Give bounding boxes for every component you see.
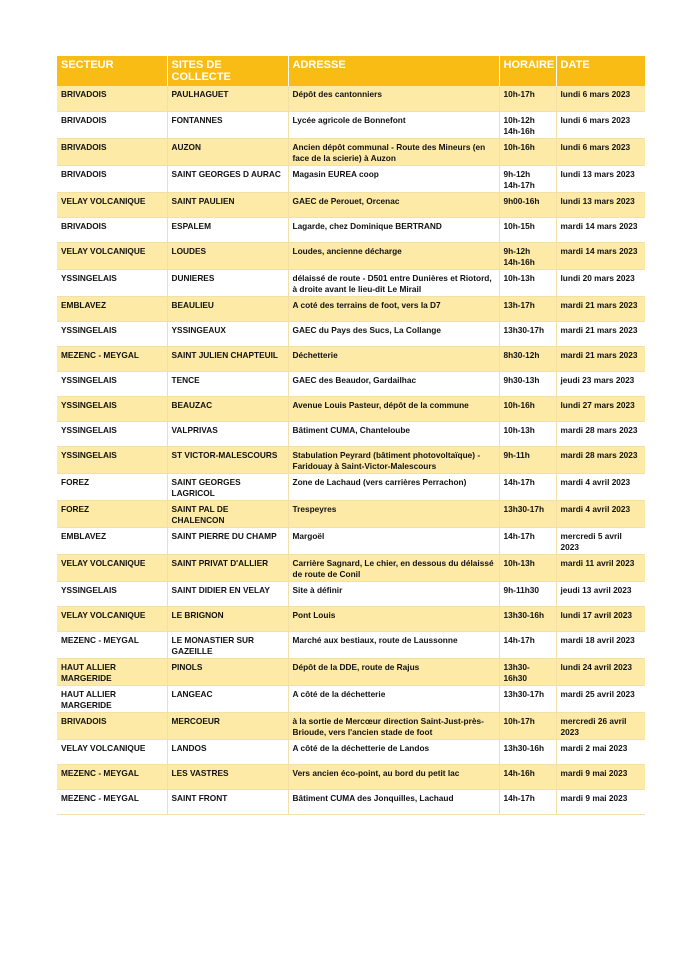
cell-site: LANDOS — [167, 739, 288, 764]
cell-date: jeudi 13 avril 2023 — [556, 581, 645, 606]
cell-adresse: Bâtiment CUMA des Jonquilles, Lachaud — [288, 789, 499, 814]
cell-secteur: HAUT ALLIER MARGERIDE — [57, 658, 167, 685]
cell-date: jeudi 23 mars 2023 — [556, 371, 645, 396]
cell-horaire: 10h-17h — [499, 86, 556, 111]
cell-site: FONTANNES — [167, 111, 288, 138]
cell-adresse: Bâtiment CUMA, Chanteloube — [288, 421, 499, 446]
cell-adresse: Zone de Lachaud (vers carrières Perrachon) — [288, 473, 499, 500]
cell-horaire: 14h-17h — [499, 473, 556, 500]
cell-horaire: 10h-12h 14h-16h — [499, 111, 556, 138]
cell-adresse: GAEC du Pays des Sucs, La Collange — [288, 321, 499, 346]
cell-date: lundi 6 mars 2023 — [556, 111, 645, 138]
cell-site: SAINT FRONT — [167, 789, 288, 814]
cell-horaire: 14h-17h — [499, 789, 556, 814]
cell-date: mardi 21 mars 2023 — [556, 346, 645, 371]
cell-date: mardi 25 avril 2023 — [556, 685, 645, 712]
cell-horaire: 9h-11h30 — [499, 581, 556, 606]
cell-site: BEAUZAC — [167, 396, 288, 421]
cell-secteur: MEZENC - MEYGAL — [57, 346, 167, 371]
cell-adresse: Magasin EUREA coop — [288, 165, 499, 192]
cell-adresse: délaissé de route - D501 entre Dunières et Riotord, à droite avant le lieu-dit Le Mirail — [288, 269, 499, 296]
cell-date: lundi 13 mars 2023 — [556, 165, 645, 192]
cell-date: mardi 21 mars 2023 — [556, 296, 645, 321]
cell-horaire: 10h-16h — [499, 138, 556, 165]
cell-site: SAINT PAULIEN — [167, 192, 288, 217]
cell-horaire: 10h-15h — [499, 217, 556, 242]
cell-date: lundi 6 mars 2023 — [556, 86, 645, 111]
cell-adresse: Dépôt des cantonniers — [288, 86, 499, 111]
table-row — [57, 500, 645, 527]
cell-adresse: Lycée agricole de Bonnefont — [288, 111, 499, 138]
table-row — [57, 685, 645, 712]
cell-site: SAINT JULIEN CHAPTEUIL — [167, 346, 288, 371]
cell-site: SAINT PAL DE CHALENCON — [167, 500, 288, 527]
header-row — [57, 56, 645, 86]
cell-date: mardi 28 mars 2023 — [556, 446, 645, 473]
cell-adresse: Loudes, ancienne décharge — [288, 242, 499, 269]
table-row — [57, 789, 645, 814]
cell-secteur: VELAY VOLCANIQUE — [57, 554, 167, 581]
cell-horaire: 13h30-17h — [499, 685, 556, 712]
cell-date: mardi 9 mai 2023 — [556, 764, 645, 789]
cell-adresse: Avenue Louis Pasteur, dépôt de la commune — [288, 396, 499, 421]
cell-adresse: Déchetterie — [288, 346, 499, 371]
cell-secteur: MEZENC - MEYGAL — [57, 764, 167, 789]
cell-adresse: Ancien dépôt communal - Route des Mineurs (en face de la scierie) à Auzon — [288, 138, 499, 165]
cell-date: mardi 4 avril 2023 — [556, 500, 645, 527]
cell-secteur: YSSINGELAIS — [57, 269, 167, 296]
cell-date: lundi 20 mars 2023 — [556, 269, 645, 296]
cell-adresse: GAEC des Beaudor, Gardailhac — [288, 371, 499, 396]
cell-date: mardi 18 avril 2023 — [556, 631, 645, 658]
cell-site: SAINT GEORGES LAGRICOL — [167, 473, 288, 500]
cell-date: mardi 4 avril 2023 — [556, 473, 645, 500]
cell-secteur: YSSINGELAIS — [57, 371, 167, 396]
cell-horaire: 9h-11h — [499, 446, 556, 473]
cell-adresse: à la sortie de Mercœur direction Saint-Just-près-Brioude, vers l'ancien stade de foot — [288, 712, 499, 739]
cell-horaire: 9h00-16h — [499, 192, 556, 217]
cell-horaire: 9h-12h 14h-16h — [499, 242, 556, 269]
cell-horaire: 13h30-16h — [499, 606, 556, 631]
table-row — [57, 712, 645, 739]
cell-secteur: BRIVADOIS — [57, 217, 167, 242]
cell-horaire: 10h-13h — [499, 554, 556, 581]
table-row — [57, 242, 645, 269]
cell-site: LE MONASTIER SUR GAZEILLE — [167, 631, 288, 658]
table-row — [57, 421, 645, 446]
cell-horaire: 13h30-17h — [499, 321, 556, 346]
cell-adresse: Carrière Sagnard, Le chier, en dessous du délaissé de route de Conil — [288, 554, 499, 581]
table-body — [57, 86, 645, 814]
cell-site: LANGEAC — [167, 685, 288, 712]
cell-secteur: BRIVADOIS — [57, 165, 167, 192]
header-sites: SITES DE COLLECTE — [167, 56, 288, 86]
cell-secteur: VELAY VOLCANIQUE — [57, 242, 167, 269]
table-row — [57, 217, 645, 242]
table-row — [57, 111, 645, 138]
table-row — [57, 86, 645, 111]
cell-site: LE BRIGNON — [167, 606, 288, 631]
table-row — [57, 165, 645, 192]
cell-secteur: FOREZ — [57, 500, 167, 527]
cell-horaire: 14h-17h — [499, 527, 556, 554]
cell-adresse: A côté de la déchetterie — [288, 685, 499, 712]
table-row — [57, 473, 645, 500]
cell-date: mardi 11 avril 2023 — [556, 554, 645, 581]
cell-secteur: YSSINGELAIS — [57, 396, 167, 421]
cell-date: mardi 9 mai 2023 — [556, 789, 645, 814]
cell-adresse: Vers ancien éco-point, au bord du petit lac — [288, 764, 499, 789]
cell-site: DUNIERES — [167, 269, 288, 296]
cell-horaire: 13h30-16h — [499, 739, 556, 764]
cell-site: ESPALEM — [167, 217, 288, 242]
cell-secteur: BRIVADOIS — [57, 138, 167, 165]
cell-horaire: 14h-17h — [499, 631, 556, 658]
cell-site: PINOLS — [167, 658, 288, 685]
cell-adresse: Marché aux bestiaux, route de Laussonne — [288, 631, 499, 658]
cell-site: SAINT GEORGES D AURAC — [167, 165, 288, 192]
cell-secteur: VELAY VOLCANIQUE — [57, 606, 167, 631]
cell-site: YSSINGEAUX — [167, 321, 288, 346]
cell-date: mardi 2 mai 2023 — [556, 739, 645, 764]
table-row — [57, 658, 645, 685]
table-row — [57, 446, 645, 473]
cell-secteur: YSSINGELAIS — [57, 321, 167, 346]
cell-horaire: 9h30-13h — [499, 371, 556, 396]
table-row — [57, 138, 645, 165]
cell-adresse: Pont Louis — [288, 606, 499, 631]
cell-horaire: 13h30-16h30 — [499, 658, 556, 685]
table-row — [57, 296, 645, 321]
cell-date: mardi 14 mars 2023 — [556, 242, 645, 269]
cell-horaire: 13h30-17h — [499, 500, 556, 527]
cell-secteur: BRIVADOIS — [57, 86, 167, 111]
cell-secteur: YSSINGELAIS — [57, 446, 167, 473]
table-row — [57, 606, 645, 631]
cell-secteur: VELAY VOLCANIQUE — [57, 192, 167, 217]
header-secteur: SECTEUR — [57, 56, 167, 86]
cell-adresse: Trespeyres — [288, 500, 499, 527]
cell-date: mardi 28 mars 2023 — [556, 421, 645, 446]
cell-date: lundi 13 mars 2023 — [556, 192, 645, 217]
cell-site: LES VASTRES — [167, 764, 288, 789]
cell-secteur: YSSINGELAIS — [57, 421, 167, 446]
cell-secteur: FOREZ — [57, 473, 167, 500]
cell-horaire: 10h-16h — [499, 396, 556, 421]
cell-site: BEAULIEU — [167, 296, 288, 321]
table-row — [57, 371, 645, 396]
cell-adresse: A coté des terrains de foot, vers la D7 — [288, 296, 499, 321]
cell-date: mardi 14 mars 2023 — [556, 217, 645, 242]
cell-secteur: EMBLAVEZ — [57, 296, 167, 321]
cell-date: lundi 6 mars 2023 — [556, 138, 645, 165]
table-row — [57, 631, 645, 658]
table-row — [57, 269, 645, 296]
cell-site: TENCE — [167, 371, 288, 396]
cell-date: lundi 27 mars 2023 — [556, 396, 645, 421]
cell-date: lundi 24 avril 2023 — [556, 658, 645, 685]
header-horaire: HORAIRE — [499, 56, 556, 86]
cell-adresse: GAEC de Perouet, Orcenac — [288, 192, 499, 217]
table-row — [57, 764, 645, 789]
cell-secteur: EMBLAVEZ — [57, 527, 167, 554]
cell-adresse: Stabulation Peyrard (bâtiment photovoltaïque) - Faridouay à Saint-Victor-Malescours — [288, 446, 499, 473]
cell-secteur: MEZENC - MEYGAL — [57, 631, 167, 658]
cell-horaire: 14h-16h — [499, 764, 556, 789]
table-row — [57, 581, 645, 606]
header-date: DATE — [556, 56, 645, 86]
cell-horaire: 8h30-12h — [499, 346, 556, 371]
collection-schedule-table — [57, 56, 645, 815]
table-row — [57, 527, 645, 554]
header-adresse: ADRESSE — [288, 56, 499, 86]
table-row — [57, 739, 645, 764]
cell-secteur: MEZENC - MEYGAL — [57, 789, 167, 814]
cell-site: VALPRIVAS — [167, 421, 288, 446]
cell-site: LOUDES — [167, 242, 288, 269]
table-row — [57, 346, 645, 371]
table-row — [57, 321, 645, 346]
cell-site: AUZON — [167, 138, 288, 165]
cell-horaire: 13h-17h — [499, 296, 556, 321]
cell-horaire: 10h-13h — [499, 421, 556, 446]
table-row — [57, 554, 645, 581]
cell-site: SAINT DIDIER EN VELAY — [167, 581, 288, 606]
cell-horaire: 10h-17h — [499, 712, 556, 739]
cell-horaire: 9h-12h 14h-17h — [499, 165, 556, 192]
cell-site: SAINT PRIVAT D'ALLIER — [167, 554, 288, 581]
cell-secteur: BRIVADOIS — [57, 111, 167, 138]
cell-horaire: 10h-13h — [499, 269, 556, 296]
cell-date: lundi 17 avril 2023 — [556, 606, 645, 631]
table-row — [57, 192, 645, 217]
cell-secteur: HAUT ALLIER MARGERIDE — [57, 685, 167, 712]
cell-adresse: Lagarde, chez Dominique BERTRAND — [288, 217, 499, 242]
cell-site: ST VICTOR-MALESCOURS — [167, 446, 288, 473]
cell-adresse: Site à définir — [288, 581, 499, 606]
cell-site: PAULHAGUET — [167, 86, 288, 111]
cell-date: mercredi 26 avril 2023 — [556, 712, 645, 739]
cell-adresse: A côté de la déchetterie de Landos — [288, 739, 499, 764]
cell-site: SAINT PIERRE DU CHAMP — [167, 527, 288, 554]
cell-site: MERCOEUR — [167, 712, 288, 739]
cell-date: mardi 21 mars 2023 — [556, 321, 645, 346]
cell-secteur: BRIVADOIS — [57, 712, 167, 739]
cell-date: mercredi 5 avril 2023 — [556, 527, 645, 554]
cell-secteur: VELAY VOLCANIQUE — [57, 739, 167, 764]
cell-secteur: YSSINGELAIS — [57, 581, 167, 606]
cell-adresse: Margoël — [288, 527, 499, 554]
table-row — [57, 396, 645, 421]
cell-adresse: Dépôt de la DDE, route de Rajus — [288, 658, 499, 685]
